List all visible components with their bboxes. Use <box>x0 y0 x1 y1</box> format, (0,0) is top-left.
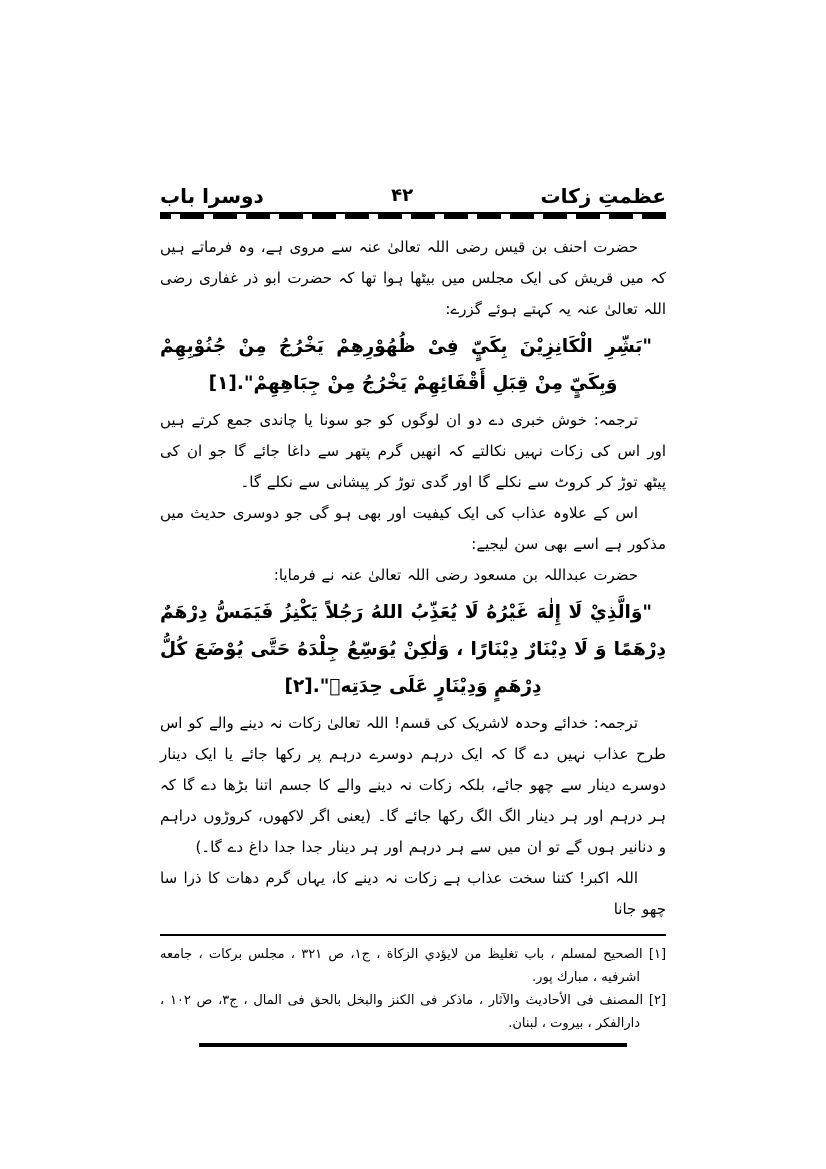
paragraph-closing: اللہ اکبر! کتنا سخت عذاب ہے زکات نہ دینے کا، یہاں گرم دھات کا ذرا سا چھو جانا <box>160 869 666 918</box>
chapter-title: دوسرا باب <box>160 184 264 208</box>
footnote-1: [۱] الصحيح لمسلم ، باب تغليظ من لايؤدي الزكاة ، ج۱، ص ۳۲۱ ، مجلس بركات ، جامعه اشرفيه ، مبارك پور. <box>160 947 667 985</box>
page-number: ۴۲ <box>391 185 414 206</box>
footnotes <box>160 943 666 1035</box>
page-content <box>160 183 666 1047</box>
arabic-hadith-quote-1: "بَشِّرِ الْكَانِزِيْنَ بِكَيٍّ فِىْ ظُهُوْرِهِمْ يَخْرُجُ مِنْ جُنُوْبِهِمْ وَبِكَيٍّ مِنْ قِبَلِ أَقْفَائِهِمْ يَخْرُجُ مِنْ جِبَاهِهِمْ".[۱] <box>160 336 652 394</box>
main-text <box>160 232 666 925</box>
paragraph-narration-2: حضرت عبداللہ بن مسعود رضی اللہ تعالیٰ عنہ نے فرمایا: <box>273 566 638 584</box>
paragraph-translation-2: ترجمہ: خدائے وحدہ لاشریک کی قسم! اللہ تعالیٰ زکات نہ دینے والے کو اس طرح عذاب نہیں دے گا کہ ایک درہم دوسرے درہم پر رکھا جائے یا ایک دینار دوسرے دینار سے چھو جائے، بلکہ زکات نہ دینے والے کا جسم اتنا بڑھا دے گا کہ ہر درہم اور ہر دینار الگ الگ رکھا جائے گا۔ (یعنی اگر لاکھوں، کروڑوں دراہم و دنانیر ہوں گے تو ان میں سے ہر درہم اور ہر دینار جدا جدا داغ دے گا۔) <box>160 714 666 856</box>
header-divider-dashes <box>160 214 666 219</box>
paragraph-translation-1: ترجمہ: خوش خبری دے دو ان لوگوں کو جو سونا یا چاندی جمع کرتے ہیں اور اس کی زکات نہیں نکالتے کہ انھیں گرم پتھر سے داغا جائے گا جو ان کی پیٹھ توڑ کر کروٹ سے نکلے گا اور گدی توڑ کر پیشانی سے نکلے گا۔ <box>160 411 666 491</box>
paragraph-transition: اس کے علاوہ عذاب کی ایک کیفیت اور بھی ہو گی جو دوسری حدیث میں مذکور ہے اسے بھی سن لیجیے: <box>160 504 666 553</box>
arabic-hadith-quote-2: "وَالَّذِيْ لَا إِلٰهَ غَيْرُهُ لَا يُعَذِّبُ اللهُ رَجُلاً يَكْنِزُ فَيَمَسُّ دِرْهَمٌ دِرْهَمًا وَ لَا دِيْنَارٌ دِيْنَارًا ، وَلٰكِنْ يُوَسِّعُ جِلْدَهُ حَتَّى يُوْضَعَ كُلُّ دِرْهَمٍ وَدِيْنَارٍ عَلَى حِدَتِهٖ".[۲] <box>160 602 666 697</box>
header-divider <box>160 212 666 219</box>
footnote-2: [۲] المصنف فى الأحاديث والآثار ، ماذكر فى الكنز والبخل بالحق فى المال ، ج۳، ص ۱۰۲ ، دارالفكر ، بيروت ، لبنان. <box>160 993 667 1031</box>
paragraph-narration-1: حضرت احنف بن قیس رضی اللہ تعالیٰ عنہ سے مروی ہے، وہ فرماتے ہیں کہ میں قریش کی ایک مجلس میں بیٹھا ہوا تھا کہ حضرت ابو ذر غفاری رضی اللہ تعالیٰ عنہ یہ کہتے ہوئے گزرے: <box>160 238 666 318</box>
bottom-border <box>199 1043 627 1047</box>
book-title: عظمتِ زکات <box>540 184 666 208</box>
running-head <box>160 183 666 209</box>
footnote-divider <box>160 934 666 936</box>
